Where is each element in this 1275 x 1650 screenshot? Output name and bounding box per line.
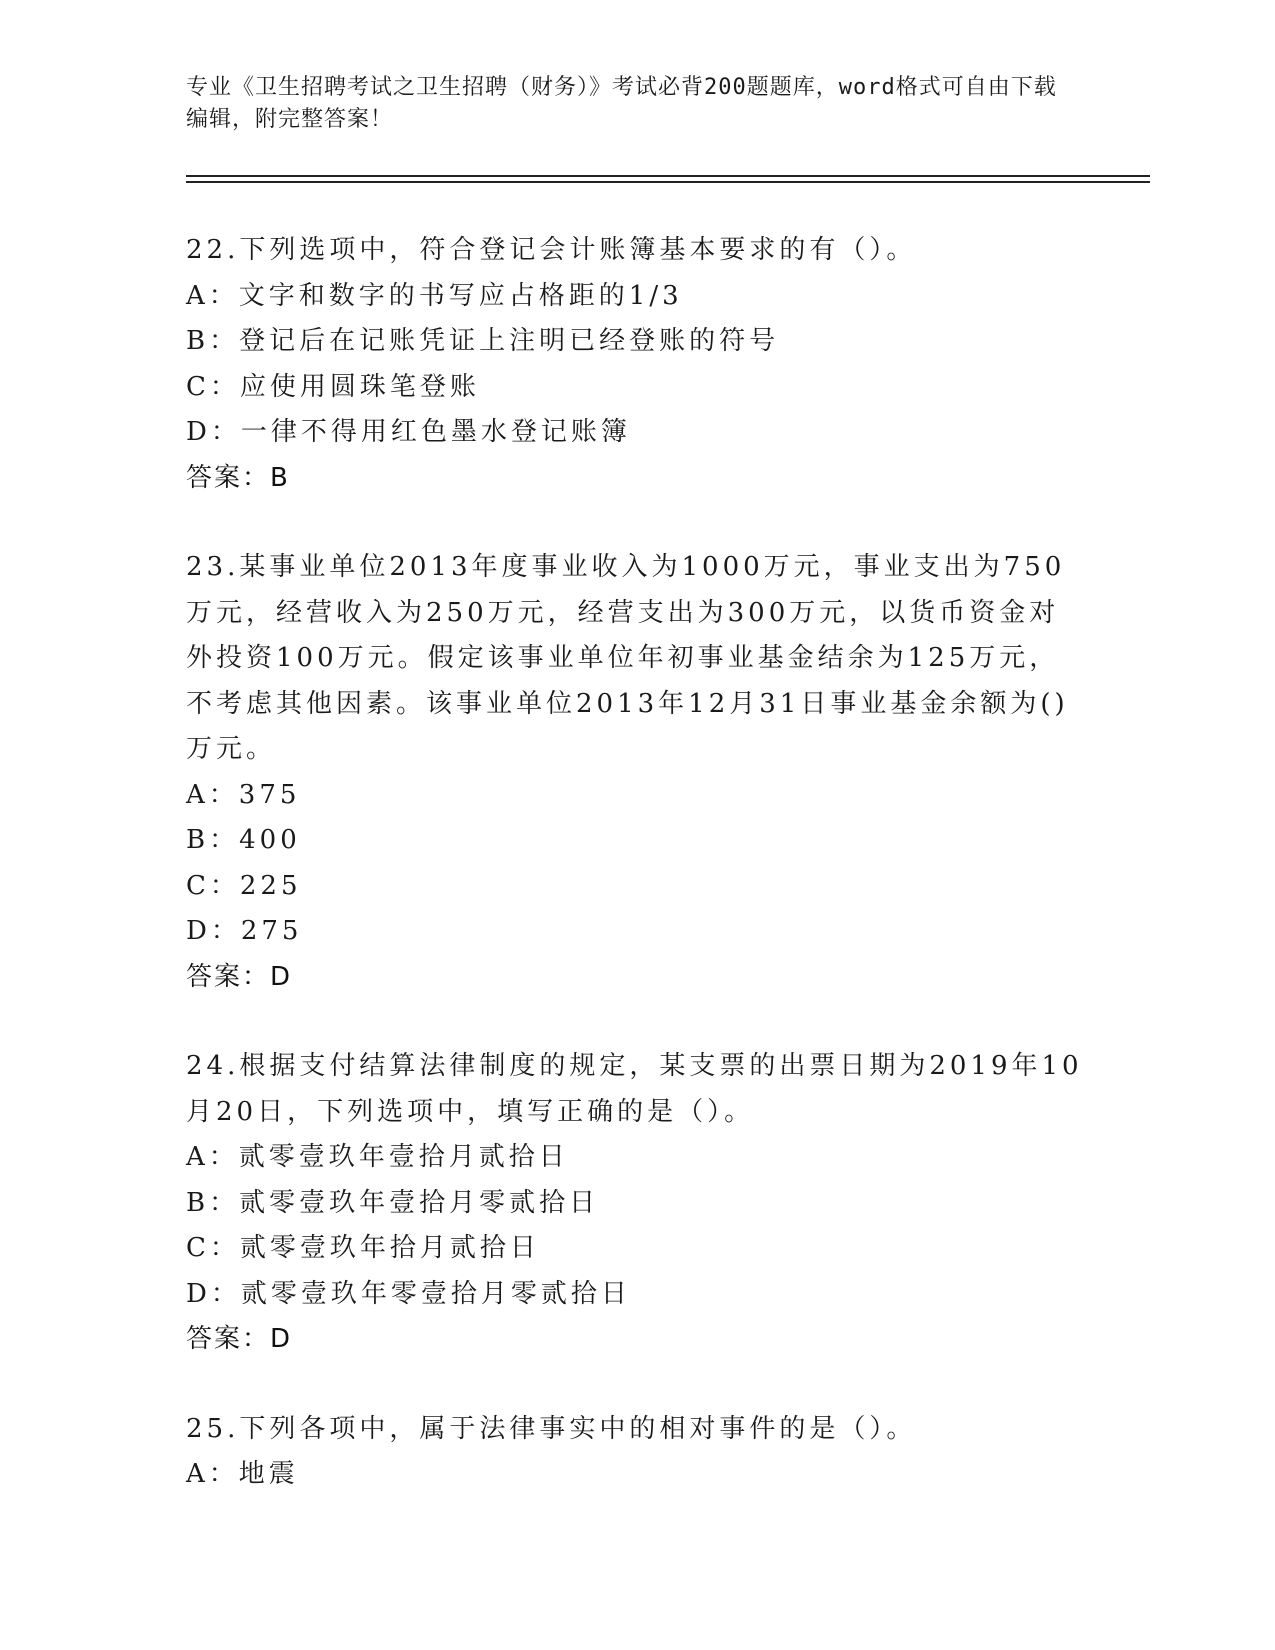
option-b: B：登记后在记账凭证上注明已经登账的符号 xyxy=(186,326,780,356)
question-list xyxy=(186,228,1086,1542)
answer: 答案：B xyxy=(186,462,290,493)
option-b: B：贰零壹玖年壹拾月零贰拾日 xyxy=(186,1187,600,1218)
option-c: C：225 xyxy=(186,870,302,901)
option-b: B：400 xyxy=(186,825,301,855)
option-a: A：贰零壹玖年壹拾月贰拾日 xyxy=(186,1142,569,1172)
question-23 xyxy=(186,545,1086,1000)
question-22 xyxy=(186,228,1086,501)
question-stem: 25.下列各项中，属于法律事实中的相对事件的是（）。 xyxy=(186,1413,917,1444)
answer: 答案：D xyxy=(186,1324,293,1354)
answer: 答案：D xyxy=(186,961,293,992)
question-25 xyxy=(186,1407,1086,1498)
option-a: A：文字和数字的书写应占格距的1/3 xyxy=(186,280,683,311)
header-rule-bottom xyxy=(186,181,1150,183)
question-stem: 23.某事业单位2013年度事业收入为1000万元，事业支出为750万元，经营收入为250万元，经营支出为300万元，以货币资金对外投资100万元。假定该事业单位年初事业基金结余为125万元，不考虑其他因素。该事业单位2013年12月31日事业基金余额为()万元。 xyxy=(186,552,1069,764)
option-a: A：375 xyxy=(186,779,301,810)
option-c: C：贰零壹玖年拾月贰拾日 xyxy=(186,1233,540,1263)
question-stem: 24.根据支付结算法律制度的规定，某支票的出票日期为2019年10月20日，下列选项中，填写正确的是（）。 xyxy=(186,1051,1083,1127)
option-d: D：275 xyxy=(186,916,303,946)
option-c: C：应使用圆珠笔登账 xyxy=(186,371,480,402)
option-d: D：贰零壹玖年零壹拾月零贰拾日 xyxy=(186,1278,631,1309)
header-rule-top xyxy=(186,175,1150,177)
question-stem: 22.下列选项中，符合登记会计账簿基本要求的有（）。 xyxy=(186,235,917,265)
document-header: 专业《卫生招聘考试之卫生招聘（财务）》考试必背200题题库，word格式可自由下载编辑，附完整答案！ xyxy=(186,75,1057,132)
question-24 xyxy=(186,1044,1086,1363)
option-a: A：地震 xyxy=(186,1459,299,1489)
option-d: D：一律不得用红色墨水登记账簿 xyxy=(186,417,631,447)
